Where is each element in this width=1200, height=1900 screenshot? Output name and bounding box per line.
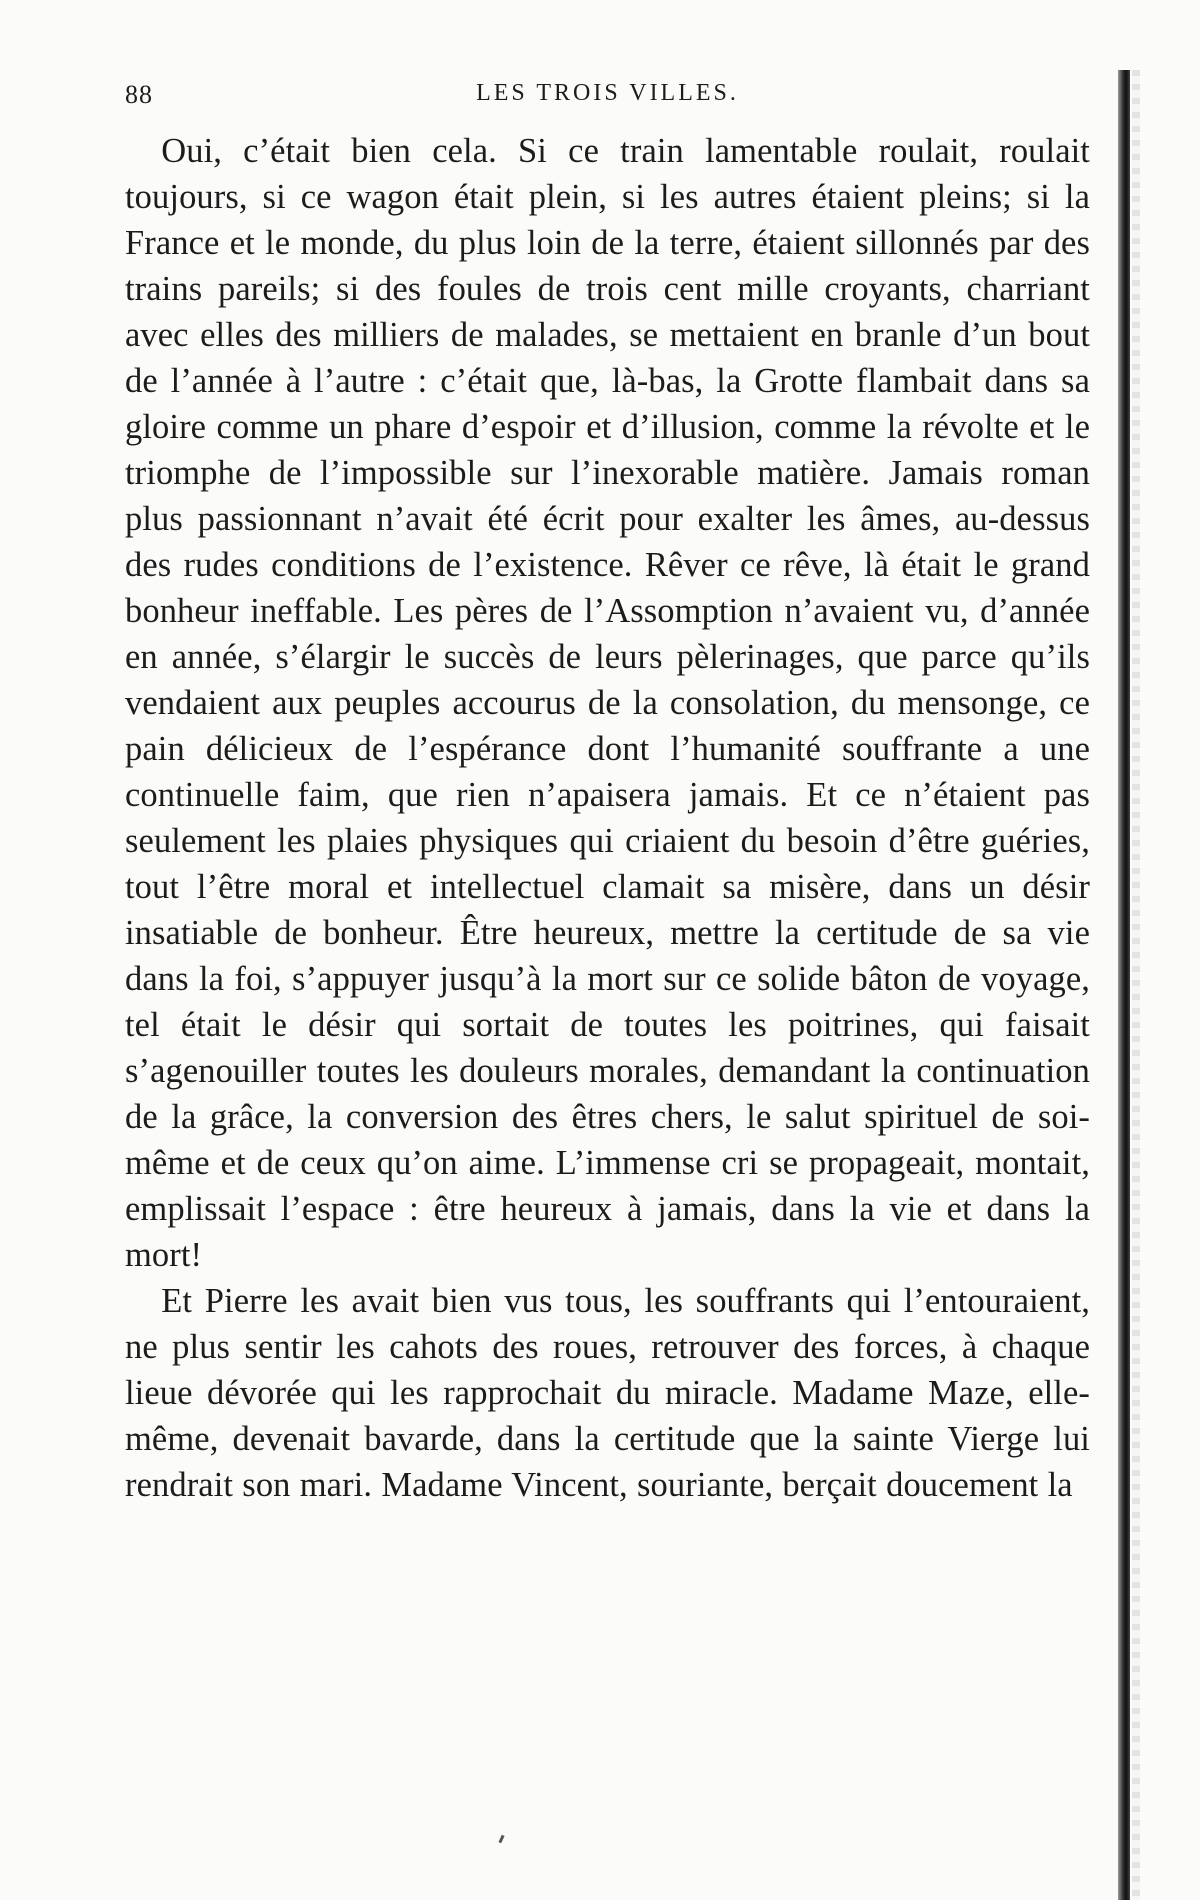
page-edge-shadow [1132,70,1140,1900]
paragraph: Oui, c’était bien cela. Si ce train lamentable roulait, roulait toujours, si ce wagon était plein, si les autres étaient pleins; si la France et le monde, du plus loin de la terre, étaient sillonnés par des trains pareils; si des foules de trois cent mille croyants, charriant avec elles des milliers de malades, se mettaient en branle d’un bout de l’année à l’autre : c’était que, là-bas, la Grotte flambait dans sa gloire comme un phare d’espoir et d’illusion, comme la révolte et le triomphe de l’impossible sur l’inexorable matière. Jamais roman plus passionnant n’avait été écrit pour exalter les âmes, au-dessus des rudes conditions de l’existence. Rêver ce rêve, là était le grand bonheur ineffable. Les pères de l’Assomption n’avaient vu, d’année en année, s’élargir le succès de leurs pèlerinages, que parce qu’ils vendaient aux peuples accourus de la consolation, du mensonge, ce pain délicieux de l’espérance dont l’humanité souffrante a une continuelle faim, que rien n’apaisera jamais. Et ce n’étaient pas seulement les plaies physiques qui criaient du besoin d’être guéries, tout l’être moral et intellectuel clamait sa misère, dans un désir insatiable de bonheur. Être heureux, mettre la certitude de sa vie dans la foi, s’appuyer jusqu’à la mort sur ce solide bâton de voyage, tel était le désir qui sortait de toutes les poitrines, qui faisait s’agenouiller toutes les douleurs morales, demandant la continuation de la grâce, la conversion des êtres chers, le salut spirituel de soi-même et de ceux qu’on aime. L’immense cri se propageait, montait, emplissait l’espace : être heureux à jamais, dans la vie et dans la mort! [125,132,1090,1274]
running-title: LES TROIS VILLES. [476,80,739,106]
book-binding-edge [1118,70,1130,1900]
paragraph: Et Pierre les avait bien vus tous, les souffrants qui l’entouraient, ne plus sentir les cahots des roues, retrouver des forces, à chaque lieue dévorée qui les rapprochait du miracle. Madame Maze, elle-même, devenait bavarde, dans la certitude que la sainte Vierge lui rendrait son mari. Madame Vincent, souriante, berçait doucement la [125,1282,1090,1504]
ink-speck [498,1835,504,1844]
body-text [125,128,1090,1508]
page-header [125,80,1090,116]
page-number: 88 [125,80,153,109]
